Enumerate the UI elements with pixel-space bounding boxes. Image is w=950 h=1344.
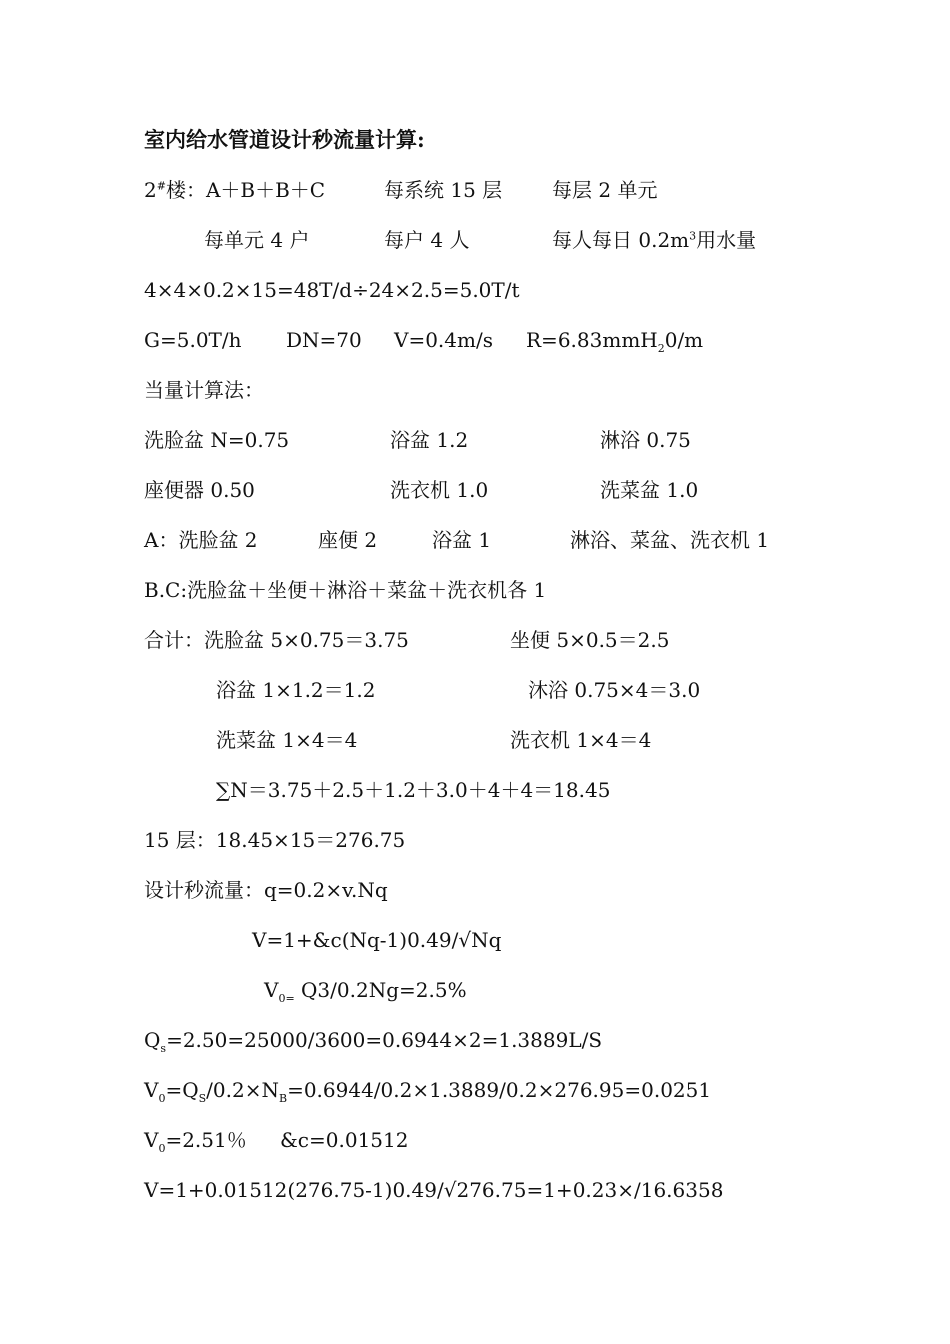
v0-result: $V_0=2.51$％ [144,1128,247,1155]
line-total-2: 浴盆 1×1.2＝1.2 沐浴 0.75×4＝3.0 [216,678,701,702]
formula-v0: $V_{0=}$ Q3/0.2Ng=2.5% [264,978,467,1005]
line-design-flow: 设计秒流量：q=0.2×v.Nq [144,878,388,902]
line-equiv-2: 座便器 0.50 洗衣机 1.0 洗菜盆 1.0 [144,478,699,502]
line-v-final: V=1+0.01512(276.75-1)0.49/√276.75=1+0.23×/16.6358 [144,1178,724,1202]
water-usage: 每人每日 $0.2m^3$用水量 [552,228,757,252]
line-total-1: 合计：洗脸盆 5×0.75＝3.75 坐便 5×0.5＝2.5 [144,628,670,652]
line-units: 每单元 4 户 每户 4 人 每人每日 $0.2m^3$用水量 [0,224,950,256]
line-daily-calc: 4×4×0.2×15=48T/d÷24×2.5=5.0T/t [144,278,520,302]
line-type-a: A：洗脸盆 2 座便 2 浴盆 1 淋浴、菜盆、洗衣机 1 [144,528,770,552]
line-formula-v: V=1+&c(Nq-1)0.49/√Nq [252,928,502,952]
doc-title: 室内给水管道设计秒流量计算: [144,127,425,152]
param-r: R=6.83mmH$_2$0/m [526,328,704,355]
formula-qs: $Q_s=2.50=25000/3600=0.6944\times 2=1.3889L/S$ [144,1028,603,1055]
line-qs [0,1024,950,1056]
line-formula-v0 [0,974,950,1006]
line-v0-calc [0,1074,950,1106]
line-building: 2#楼：A＋B＋B＋C 每系统 15 层 每层 2 单元 [0,174,950,206]
line-method: 当量计算法： [144,378,264,402]
line-equiv-1: 洗脸盆 N=0.75 浴盆 1.2 淋浴 0.75 [144,428,691,452]
line-total-3: 洗菜盆 1×4＝4 洗衣机 1×4＝4 [216,728,652,752]
formula-v0-calc: $V_0=Q_S/0.2\times N_B=0.6944/0.2\times 1.3889/0.2\times 276.95=0.0251$ [144,1078,712,1105]
line-sum: ∑N＝3.75＋2.5＋1.2＋3.0＋4＋4＝18.45 [216,778,611,802]
line-floors: 15 层：18.45×15＝276.75 [144,828,406,852]
building-text: 2#楼：A＋B＋B＋C [144,178,326,202]
line-type-bc: B.C:洗脸盆＋坐便＋淋浴＋菜盆＋洗衣机各 1 [144,578,547,602]
line-params: G=5.0T/h DN=70 V=0.4m/s R=6.83mmH$_2$0/m [0,324,950,356]
line-v0-result: $V_0=2.51$％ &c=0.01512 [0,1124,950,1156]
